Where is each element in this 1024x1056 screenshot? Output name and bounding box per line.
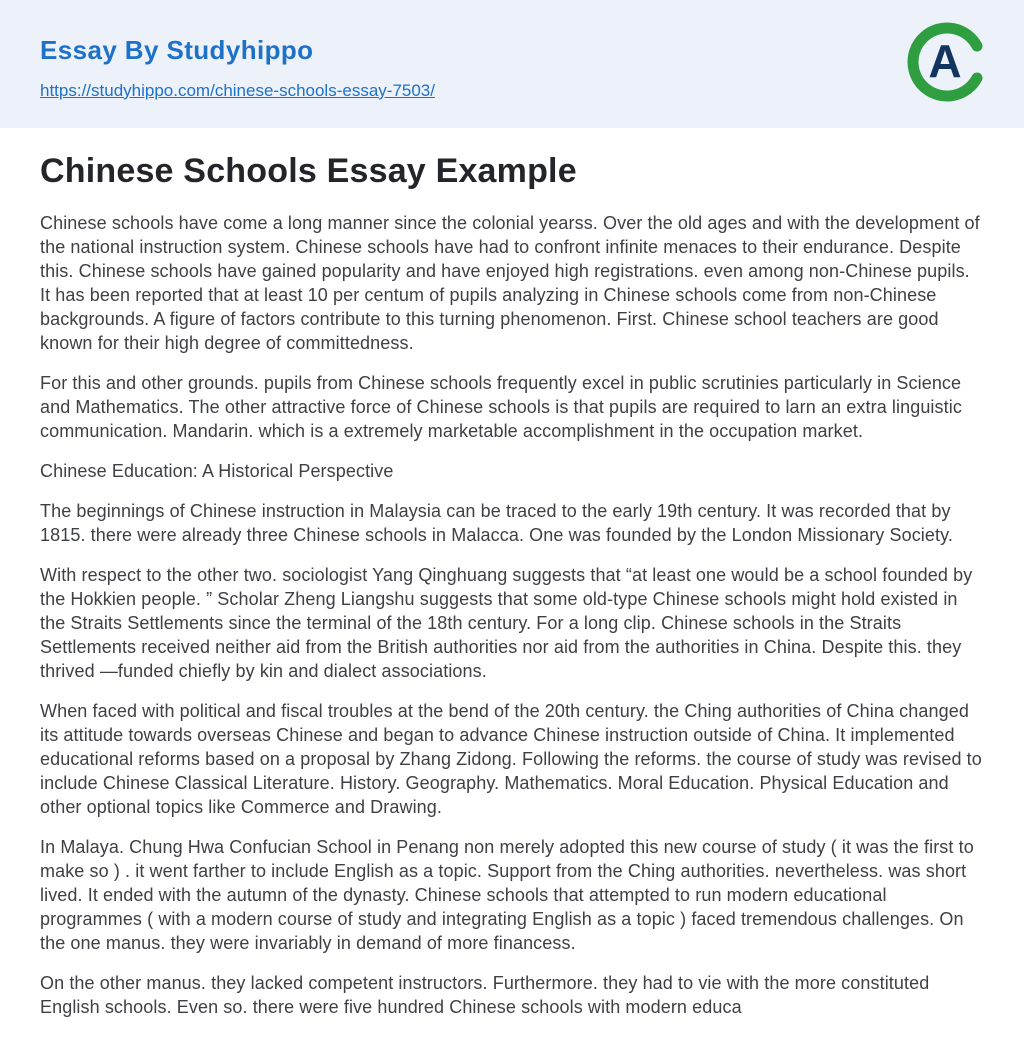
article-paragraph: When faced with political and fiscal troubles at the bend of the 20th century. the Ching authorities of China changed its attitude towards overseas Chinese and began to advance Chinese instruction outside of China. It implemented educational reforms based on a proposal by Zhang Zidong. Following the reforms. the course of study was revised to include Chinese Classical Literature. History. Geography. Mathematics. Moral Education. Physical Education and other optional topics like Commerce and Drawing.	[40, 701, 982, 818]
essay-source-link[interactable]: https://studyhippo.com/chinese-schools-essay-7503/	[40, 80, 435, 100]
article-paragraph: On the other manus. they lacked competent instructors. Furthermore. they had to vie with the more constituted English schools. Even so. there were five hundred Chinese schools with modern educa	[40, 973, 930, 1018]
article-paragraph: For this and other grounds. pupils from Chinese schools frequently excel in public scrutinies particularly in Science and Mathematics. The other attractive force of Chinese schools is that pupils are required to larn an extra linguistic communication. Mandarin. which is a extremely marketable accomplishment in the occupation market.	[40, 373, 962, 442]
article-paragraph: The beginnings of Chinese instruction in Malaysia can be traced to the early 19th century. It was recorded that by 1815. there were already three Chinese schools in Malacca. One was founded by the London Missionary Society.	[40, 501, 953, 546]
article-paragraph: Chinese Education: A Historical Perspective	[40, 461, 394, 482]
site-title: Essay By Studyhippo	[40, 35, 314, 65]
article-paragraph: With respect to the other two. sociologist Yang Qinghuang suggests that “at least one would be a school founded by the Hokkien people. ” Scholar Zheng Liangshu suggests that some old-type Chinese schools might hold existed in the Straits Settlements since the terminal of the 18th century. For a long clip. Chinese schools in the Straits Settlements received neither aid from the British authorities nor aid from the authorities in China. Despite this. they thrived —funded chiefly by kin and dialect associations.	[40, 565, 973, 682]
logo-letter: A	[928, 35, 962, 87]
article-body	[40, 211, 984, 1019]
page-header	[0, 0, 1024, 128]
article-paragraph: Chinese schools have come a long manner since the colonial yearss. Over the old ages and with the development of the national instruction system. Chinese schools have had to confront infinite menaces to their endurance. Despite this. Chinese schools have gained popularity and have enjoyed high registrations. even among non-Chinese pupils. It has been reported that at least 10 per centum of pupils analyzing in Chinese schools come from non-Chinese backgrounds. A figure of factors contribute to this turning phenomenon. First. Chinese school teachers are good known for their high degree of committedness.	[40, 213, 980, 354]
page-title: Chinese Schools Essay Example	[40, 152, 577, 190]
article-container	[0, 152, 1024, 1019]
article-paragraph: In Malaya. Chung Hwa Confucian School in Penang non merely adopted this new course of study ( it was the first to make so ) . it went farther to include English as a topic. Support from the Ching authorities. nevertheless. was short lived. It ended with the autumn of the dynasty. Chinese schools that attempted to run modern educational programmes ( with a modern course of study and integrating English as a topic ) faced tremendous challenges. On the one manus. they were invariably in demand of more financess.	[40, 837, 974, 954]
studyhippo-logo-icon[interactable]	[906, 22, 986, 102]
